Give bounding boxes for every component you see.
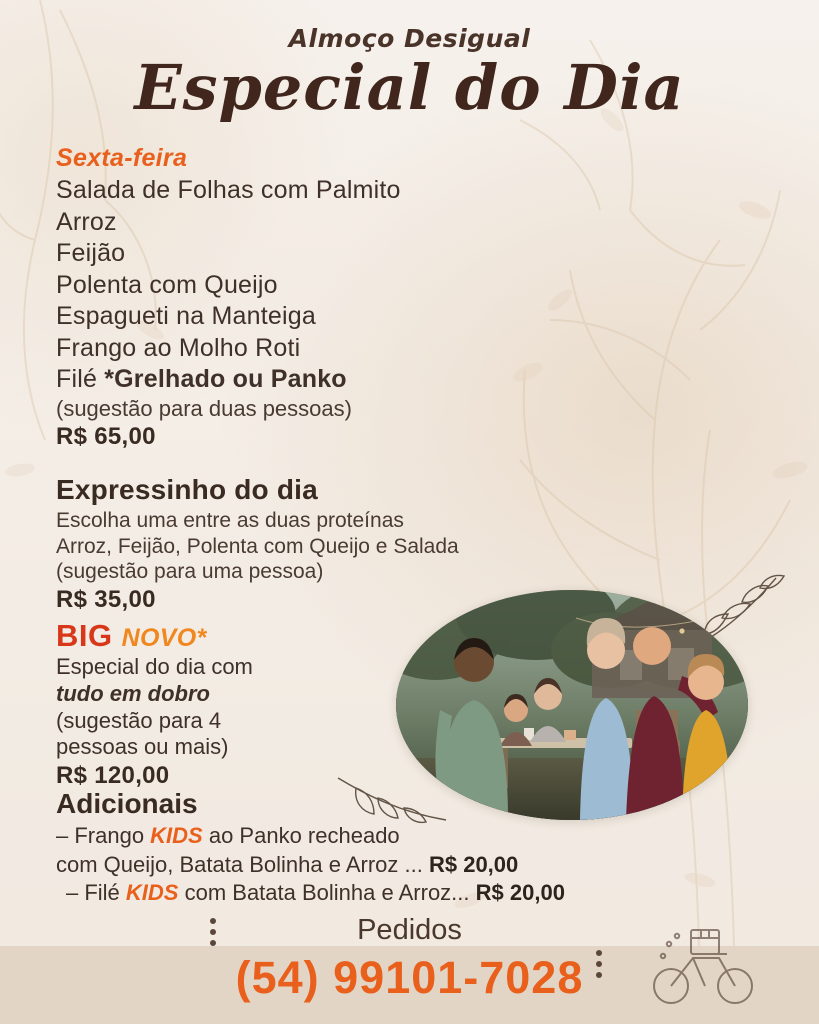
big-label: BIG [56, 618, 113, 653]
big-price: R$ 120,00 [56, 762, 170, 790]
poster-header [0, 0, 819, 124]
menu-item: Feijão [56, 239, 126, 267]
menu-item: Arroz [56, 207, 117, 236]
menu-item-file-prefix: Filé [56, 365, 105, 393]
adicional-1-pre: – Frango [56, 823, 151, 848]
adicional-item-continued [56, 851, 565, 880]
adicional-item [56, 879, 565, 908]
big-desc-bold [56, 681, 253, 708]
day-note: (sugestão para duas pessoas) [56, 395, 352, 421]
delivery-bike-icon [649, 924, 759, 1014]
menu-item: Salada de Folhas com Palmito [56, 176, 401, 204]
big-desc-line-1: Especial do dia com [56, 654, 253, 679]
adicional-2-price: R$ 20,00 [475, 880, 565, 906]
expressinho-title: Expressinho do dia [56, 474, 318, 505]
adicional-1-kids: KIDS [150, 823, 203, 848]
header-subtitle: Almoço Desigual [288, 24, 531, 53]
adicional-2-pre: – Filé [66, 880, 126, 906]
photo-container [396, 590, 748, 820]
expressinho-price: R$ 35,00 [56, 585, 156, 613]
big-novo-badge: NOVO* [121, 624, 207, 652]
pedidos-label: Pedidos [357, 914, 462, 946]
adicional-item [56, 822, 565, 851]
day-title: Sexta-feira [56, 144, 188, 172]
menu-item: Frango ao Molho Roti [56, 333, 301, 362]
big-heading [56, 618, 253, 654]
family-photo [396, 590, 748, 820]
expressinho-line-2: Arroz, Feijão, Polenta com Queijo e Salada [56, 534, 459, 558]
adicional-2-kids: KIDS [125, 880, 179, 906]
adicional-1-post: ao Panko recheado [202, 823, 400, 848]
adicional-1-price: R$ 20,00 [428, 851, 519, 877]
page-title: Especial do Dia [134, 51, 685, 124]
poster-footer [0, 914, 819, 1024]
adicional-1-second: com Queijo, Batata Bolinha e Arroz ... [56, 851, 429, 877]
section-day [56, 144, 401, 451]
phone-number[interactable]: (54) 99101-7028 [235, 952, 584, 1003]
big-note-line-1: (sugestão para 4 [56, 707, 222, 733]
adicional-2-post: com Batata Bolinha e Arroz... [178, 880, 476, 906]
day-price: R$ 65,00 [56, 423, 156, 451]
big-note-line-2: pessoas ou mais) [56, 734, 229, 760]
menu-item-file [56, 364, 401, 396]
expressinho-note: (sugestão para uma pessoa) [56, 560, 324, 584]
adicionais-title: Adicionais [56, 788, 198, 819]
menu-item-file-option: *Grelhado ou Panko [104, 365, 347, 393]
expressinho-line-1: Escolha uma entre as duas proteínas [56, 509, 404, 532]
section-big [56, 618, 253, 790]
menu-item: Polenta com Queijo [56, 270, 278, 299]
menu-item: Espagueti na Manteiga [56, 302, 316, 330]
big-desc-bold-text: tudo em dobro [56, 680, 210, 706]
